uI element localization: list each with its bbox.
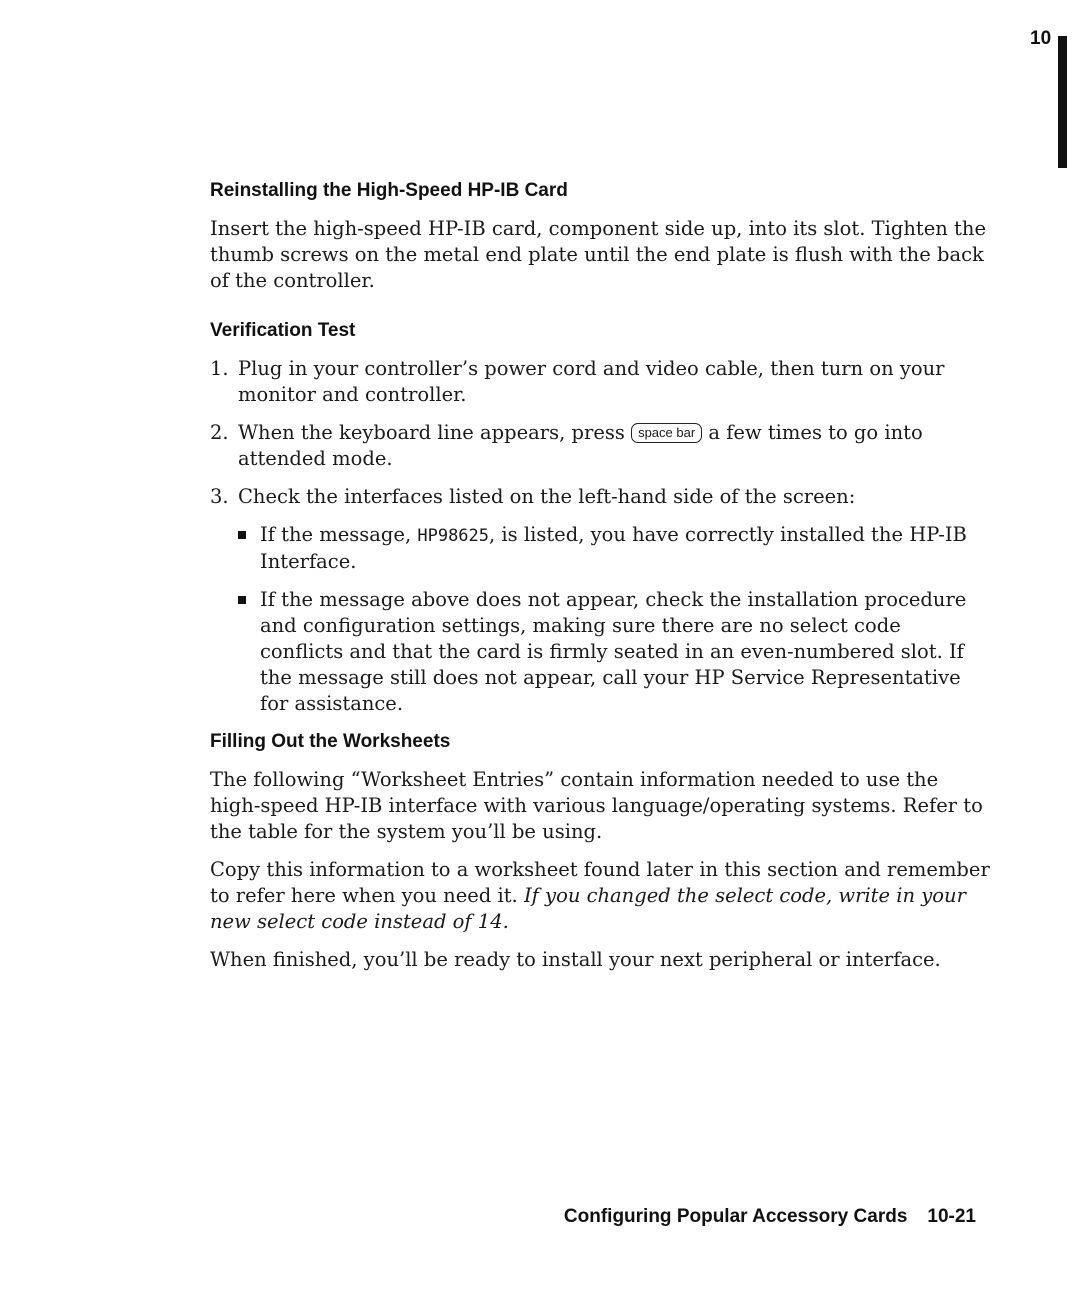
step-1: 1. Plug in your controller’s power cord and video cable, then turn on your monitor and controller. — [210, 357, 945, 406]
section-heading-verification: Verification Test — [210, 320, 356, 341]
reinstall-paragraph: Insert the high-speed HP-IB card, component side up, into its slot. Tighten the thumb screws on the metal end plate until the end plate is flush with the back of the controller. — [210, 217, 986, 292]
verification-steps — [210, 356, 990, 717]
chapter-number: 10 — [1030, 28, 1052, 49]
worksheets-paragraph-1: The following “Worksheet Entries” contain information needed to use the high-speed HP-IB interface with various language/operating systems. Refer to the table for the system you’ll be using. — [210, 768, 983, 843]
section-heading-worksheets: Filling Out the Worksheets — [210, 731, 451, 752]
bullet-item: If the message, HP98625, is listed, you have correctly installed the HP-IB Interface. — [238, 522, 990, 575]
step-3: 3. Check the interfaces listed on the left-hand side of the screen: If the message, HP98625, is listed, you have correctly installed the HP-IB Interface. If the message above does not appear, check the installation procedure and configuration settings, making sure there are no select code conflicts and that the card is firmly seated in an even-numbered slot. If the message still does not appear, call your HP Service Representative for assistance. — [210, 484, 990, 717]
bullet-icon — [238, 596, 246, 604]
worksheets-paragraph-2: Copy this information to a worksheet found later in this section and remember to refer here when you need it. If you changed the select code, write in your new select code instead of 14. — [210, 858, 990, 933]
page-content — [210, 180, 990, 985]
worksheets-paragraph-3: When finished, you’ll be ready to install your next peripheral or interface. — [210, 948, 941, 971]
space-bar-key: space bar — [631, 423, 702, 443]
code-text: HP98625 — [417, 526, 490, 546]
chapter-tab-marker — [1058, 36, 1067, 168]
page-footer — [564, 1206, 976, 1228]
step-2: 2. When the keyboard line appears, press space bar a few times to go into attended mode. — [210, 421, 923, 470]
bullet-item: If the message above does not appear, check the installation procedure and configuration settings, making sure there are no select code conflicts and that the card is firmly seated in an even-numbered slot. If the message still does not appear, call your HP Service Representative for assistance. — [238, 587, 990, 717]
page-number: 10-21 — [927, 1206, 976, 1227]
section-heading-reinstalling: Reinstalling the High-Speed HP-IB Card — [210, 180, 568, 201]
bullet-icon — [238, 531, 246, 539]
footer-title: Configuring Popular Accessory Cards — [563, 1206, 908, 1227]
check-bullets — [238, 522, 990, 717]
